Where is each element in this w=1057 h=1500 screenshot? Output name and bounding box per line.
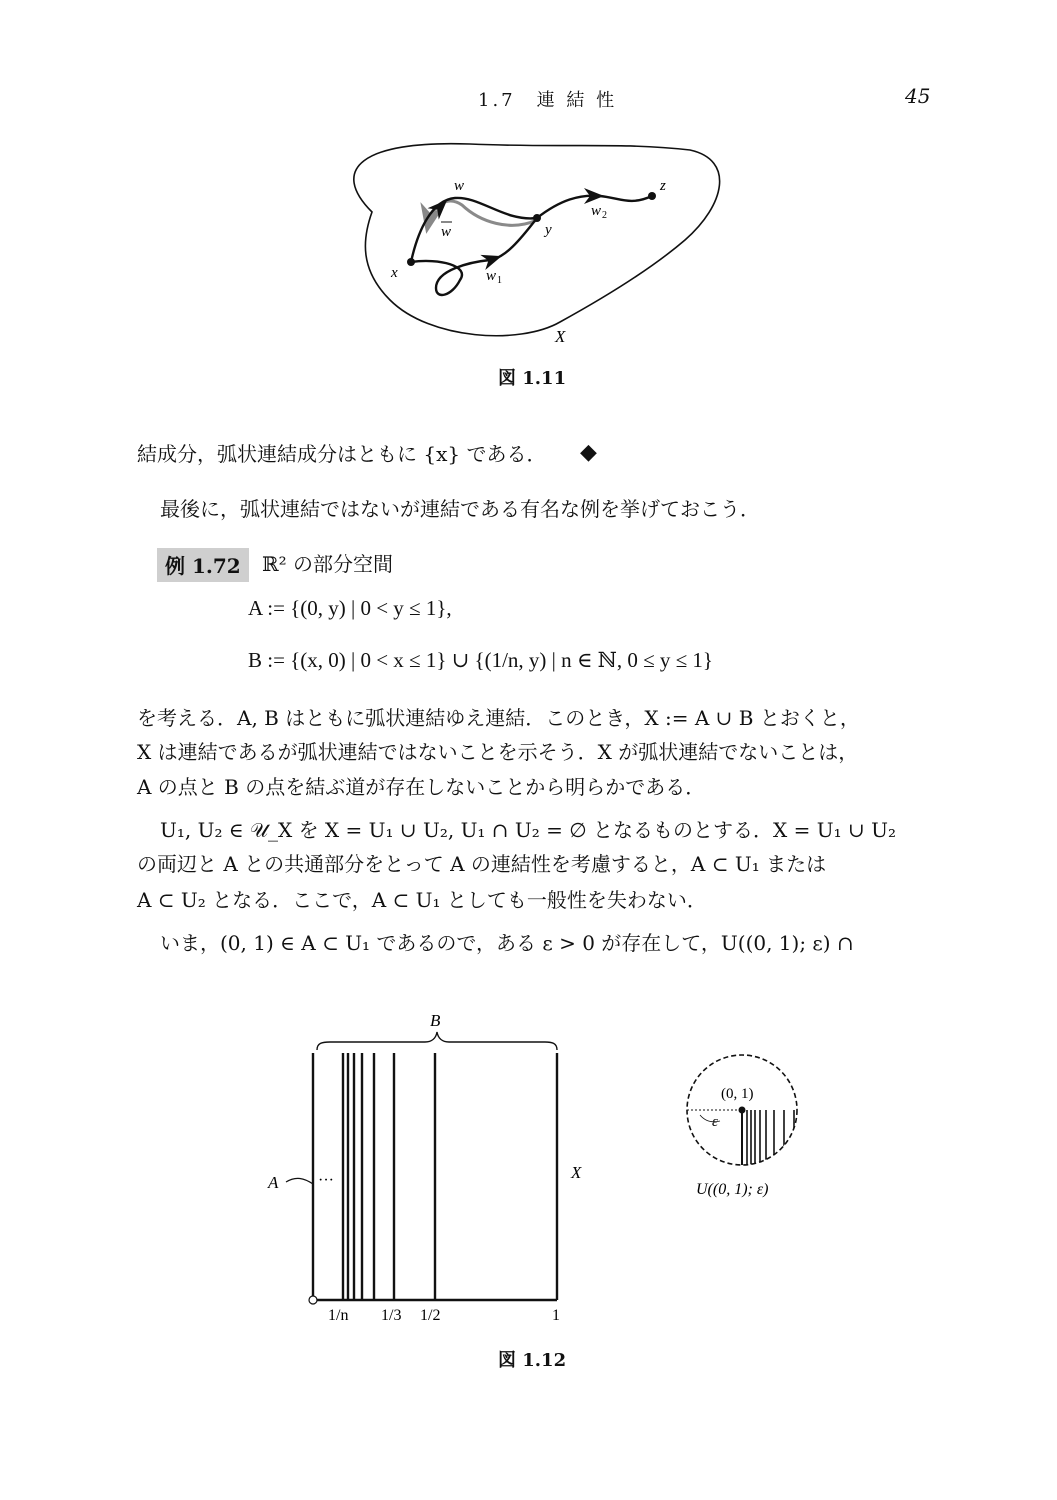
point-0-1 bbox=[739, 1107, 746, 1114]
label-w1-sub: 1 bbox=[497, 275, 502, 286]
space-x-boundary bbox=[354, 144, 720, 336]
text-line-2: 最後に，弧状連結ではないが連結である有名な例を挙げておこう． bbox=[160, 497, 760, 521]
point-y bbox=[533, 214, 541, 222]
label-w2-sub: 2 bbox=[602, 210, 607, 221]
text-line-1: 結成分，弧状連結成分はともに {x} である． bbox=[137, 442, 547, 466]
path-w bbox=[411, 198, 537, 262]
label-x: x bbox=[391, 265, 398, 281]
figure-1-11 bbox=[330, 140, 730, 355]
label-X-fig112: X bbox=[571, 1163, 582, 1182]
label-X: X bbox=[555, 327, 566, 346]
example-intro: ℝ² の部分空間 bbox=[262, 552, 393, 576]
label-w1: w bbox=[486, 268, 497, 284]
inset-caption: U((0, 1); ε) bbox=[696, 1181, 769, 1198]
label-A: A bbox=[268, 1173, 279, 1192]
figure-1-12 bbox=[260, 1000, 820, 1340]
label-z: z bbox=[660, 178, 666, 194]
paragraph-2-line-3: A ⊂ U₂ となる．ここで，A ⊂ U₁ としても一般性を失わない． bbox=[137, 888, 707, 912]
paragraph-1-line-3: A の点と B の点を結ぶ道が存在しないことから明らかである． bbox=[137, 775, 706, 799]
end-of-example-mark: ◆ bbox=[580, 440, 597, 465]
example-label: 例 1.72 bbox=[157, 548, 249, 582]
paragraph-2-line-1: U₁, U₂ ∈ 𝒰_X を X = U₁ ∪ U₂, U₁ ∩ U₂ = ∅ となるものとする．X = U₁ ∪ U₂ bbox=[160, 818, 896, 842]
point-z bbox=[648, 192, 656, 200]
label-B: B bbox=[430, 1011, 441, 1030]
inset-lines bbox=[742, 1110, 794, 1170]
dots: ··· bbox=[318, 1172, 334, 1189]
open-origin-point bbox=[309, 1296, 317, 1304]
point-x bbox=[407, 258, 415, 266]
label-point-0-1: (0, 1) bbox=[721, 1086, 754, 1102]
label-y: y bbox=[545, 222, 552, 238]
equation-B: B := {(x, 0) | 0 < x ≤ 1} ∪ {(1/n, y) | n ∈ ℕ, 0 ≤ y ≤ 1} bbox=[248, 648, 713, 672]
label-w: w bbox=[454, 178, 465, 194]
paragraph-1-line-1: を考える．A, B はともに弧状連結ゆえ連結．このとき，X := A ∪ B とおくと， bbox=[137, 706, 860, 730]
brace-B bbox=[317, 1032, 557, 1050]
label-epsilon: ε bbox=[712, 1114, 718, 1130]
figure-1-11-caption: 図 1.11 bbox=[498, 368, 567, 389]
page-number: 45 bbox=[905, 84, 931, 108]
paragraph-3: いま，(0, 1) ∈ A ⊂ U₁ であるので，ある ε > 0 が存在して，U((0, 1); ε) ∩ bbox=[160, 931, 854, 955]
tick-1-over-n: 1/n bbox=[328, 1307, 349, 1324]
label-w2: w bbox=[591, 203, 602, 219]
running-header: 1.7 連 結 性 bbox=[478, 90, 618, 111]
leader-A bbox=[286, 1178, 313, 1184]
tick-1: 1 bbox=[552, 1307, 560, 1324]
paragraph-1-line-2: X は連結であるが弧状連結ではないことを示そう．X が弧状連結でないことは， bbox=[137, 740, 859, 764]
tick-1-over-3: 1/3 bbox=[381, 1307, 402, 1324]
path-w1 bbox=[411, 218, 537, 295]
paragraph-2-line-2: の両辺と A との共通部分をとって A の連結性を考慮すると，A ⊂ U₁ または bbox=[137, 852, 827, 876]
label-w-bar: w bbox=[441, 224, 452, 240]
tick-1-over-2: 1/2 bbox=[420, 1307, 441, 1324]
figure-1-12-caption: 図 1.12 bbox=[498, 1350, 567, 1371]
vertical-lines-B bbox=[343, 1053, 557, 1300]
equation-A: A := {(0, y) | 0 < y ≤ 1}, bbox=[248, 596, 452, 620]
